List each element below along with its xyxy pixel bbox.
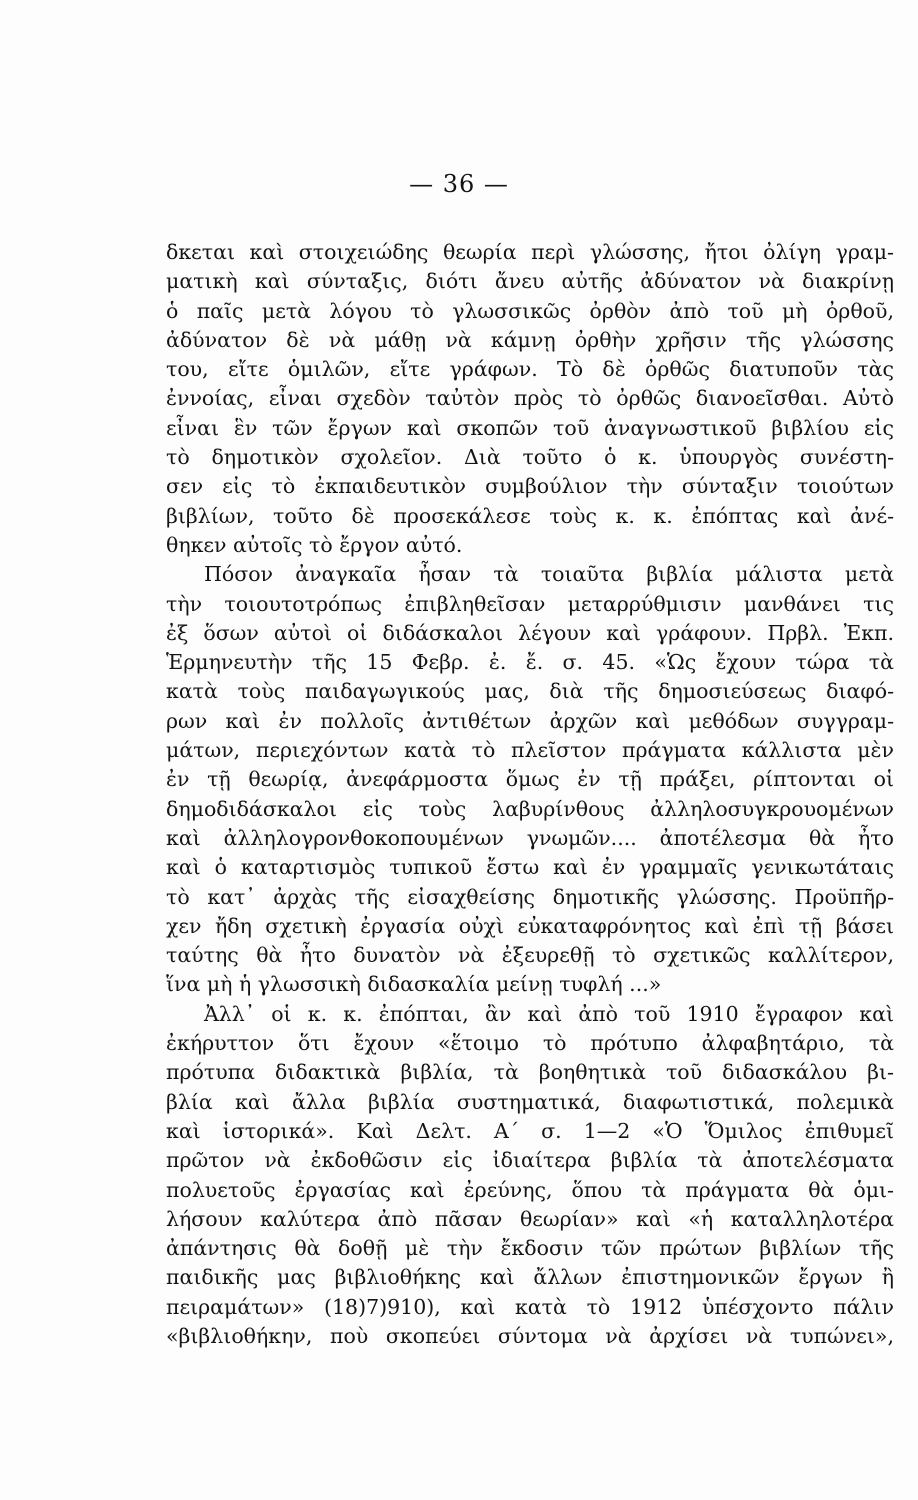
text-line: ἀδύνατον δὲ νὰ μάθῃ νὰ κάμνῃ ὀρθὴν χρῆσιν τῆς γλώσσης — [166, 327, 894, 352]
text-line: ματικὴ καὶ σύνταξις, διότι ἄνευ αὐτῆς ἀδύνατον νὰ διακρίνῃ — [166, 269, 894, 294]
text-line: κατὰ τοὺς παιδαγωγικούς μας, διὰ τῆς δημοσιεύσεως διαφό- — [166, 679, 894, 704]
text-line: ταύτης θὰ ἦτο δυνατὸν νὰ ἐξευρεθῇ τὸ σχετικῶς καλλίτερον, — [166, 943, 894, 968]
text-line: τὴν τοιουτοτρόπως ἐπιβληθεῖσαν μεταρρύθμισιν μανθάνει τις — [166, 591, 894, 616]
text-line: πρότυπα διδακτικὰ βιβλία, τὰ βοηθητικὰ τοῦ διδασκάλου βι- — [166, 1060, 894, 1085]
text-line: δημοδιδάσκαλοι εἰς τοὺς λαβυρίνθους ἀλληλοσυγκρουομένων — [166, 796, 894, 821]
text-line: εἶναι ἓν τῶν ἔργων καὶ σκοπῶν τοῦ ἀναγνωστικοῦ βιβλίου εἰς — [166, 415, 894, 440]
text-line: «βιβλιοθήκην, ποὺ σκοπεύει σύντομα νὰ ἀρχίσει νὰ τυπώνει», — [166, 1323, 894, 1348]
text-line: Ἀλλ᾿ οἱ κ. κ. ἐπόπται, ἂν καὶ ἀπὸ τοῦ 1910 ἔγραφον καὶ — [204, 1001, 894, 1026]
body-text — [166, 238, 894, 1351]
text-line: ἐξ ὅσων αὐτοὶ οἱ διδάσκαλοι λέγουν καὶ γράφουν. Πρβλ. Ἐκπ. — [166, 620, 894, 645]
text-line: καὶ ἱστορικά». Καὶ Δελτ. Α΄ σ. 1—2 «Ὁ Ὅμιλος ἐπιθυμεῖ — [166, 1118, 894, 1143]
text-line: Ἑρμηνευτὴν τῆς 15 Φεβρ. ἐ. ἔ. σ. 45. «Ὡς ἔχουν τώρα τὰ — [166, 650, 894, 675]
text-line: ρων καὶ ἐν πολλοῖς ἀντιθέτων ἀρχῶν καὶ μεθόδων συγγραμ- — [166, 708, 894, 733]
text-line: βλία καὶ ἄλλα βιβλία συστηματικά, διαφωτιστικά, πολεμικὰ — [166, 1089, 894, 1114]
text-line: τὸ κατ᾿ ἀρχὰς τῆς εἰσαχθείσης δημοτικῆς γλώσσης. Προϋπῆρ- — [166, 884, 894, 909]
text-line: ἐκήρυττον ὅτι ἔχουν «ἕτοιμο τὸ πρότυπο ἀλφαβητάριο, τὰ — [166, 1031, 894, 1056]
text-line: του, εἴτε ὁμιλῶν, εἴτε γράφων. Τὸ δὲ ὀρθῶς διατυποῦν τὰς — [166, 357, 894, 382]
text-line: ἐν τῇ θεωρίᾳ, ἀνεφάρμοστα ὅμως ἐν τῇ πράξει, ρίπτονται οἱ — [166, 767, 894, 792]
text-line: ἵνα μὴ ἡ γλωσσικὴ διδασκαλία μείνῃ τυφλή ...» — [166, 972, 662, 997]
text-line: Πόσον ἀναγκαῖα ἦσαν τὰ τοιαῦτα βιβλία μάλιστα μετὰ — [204, 562, 894, 587]
text-line: δκεται καὶ στοιχειώδης θεωρία περὶ γλώσσης, ἤτοι ὀλίγη γραμ- — [166, 240, 894, 264]
text-line: χεν ἤδη σχετικὴ ἐργασία οὐχὶ εὐκαταφρόνητος καὶ ἐπὶ τῇ βάσει — [166, 913, 894, 938]
text-line: λήσουν καλύτερα ἀπὸ πᾶσαν θεωρίαν» καὶ «ἡ καταλληλοτέρα — [166, 1206, 894, 1231]
text-line: καὶ ὁ καταρτισμὸς τυπικοῦ ἔστω καὶ ἐν γραμμαῖς γενικωτάταις — [166, 855, 894, 880]
text-line: ἐννοίας, εἶναι σχεδὸν ταὐτὸν πρὸς τὸ ὀρθῶς διανοεῖσθαι. Αὐτὸ — [166, 386, 894, 411]
text-line: σεν εἰς τὸ ἐκπαιδευτικὸν συμβούλιον τὴν σύνταξιν τοιούτων — [166, 474, 894, 499]
text-line: πρῶτον νὰ ἐκδοθῶσιν εἰς ἰδιαίτερα βιβλία τὰ ἀποτελέσματα — [166, 1148, 894, 1173]
text-line: ὁ παῖς μετὰ λόγου τὸ γλωσσικῶς ὀρθὸν ἀπὸ τοῦ μὴ ὀρθοῦ, — [166, 298, 894, 323]
text-line: τὸ δημοτικὸν σχολεῖον. Διὰ τοῦτο ὁ κ. ὑπουργὸς συνέστη- — [166, 445, 894, 470]
page-number: — 36 — — [409, 170, 509, 198]
text-line: παιδικῆς μας βιβλιοθήκης καὶ ἄλλων ἐπιστημονικῶν ἔργων ἢ — [166, 1265, 894, 1290]
text-line: μάτων, περιεχόντων κατὰ τὸ πλεῖστον πράγματα κάλλιστα μὲν — [166, 738, 894, 763]
text-line: βιβλίων, τοῦτο δὲ προσεκάλεσε τοὺς κ. κ. ἐπόπτας καὶ ἀνέ- — [166, 503, 894, 528]
text-line: πολυετοῦς ἐργασίας καὶ ἐρεύνης, ὅπου τὰ πράγματα θὰ ὁμι- — [166, 1177, 894, 1202]
text-line: ἀπάντησις θὰ δοθῇ μὲ τὴν ἔκδοσιν τῶν πρώτων βιβλίων τῆς — [166, 1236, 894, 1261]
text-line: καὶ ἀλληλογρονθοκοπουμένων γνωμῶν.... ἀποτέλεσμα θὰ ἦτο — [166, 825, 894, 850]
text-line: πειραμάτων» (18)7)910), καὶ κατὰ τὸ 1912 ὑπέσχοντο πάλιν — [166, 1294, 894, 1319]
text-line: θηκεν αὐτοῖς τὸ ἔργον αὐτό. — [166, 532, 463, 557]
